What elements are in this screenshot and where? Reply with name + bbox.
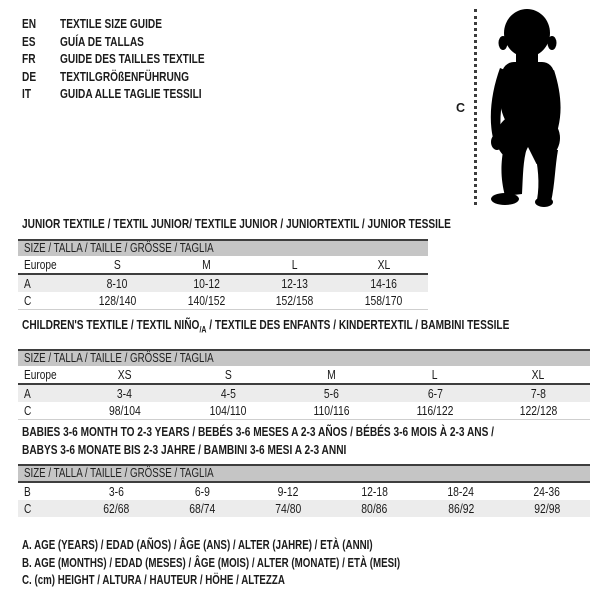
value-text: 62/68 [103, 501, 130, 516]
value-text: 104/110 [209, 403, 247, 418]
size-text: XS [117, 367, 132, 382]
value-cell [339, 275, 428, 292]
value-cell [162, 292, 251, 309]
size-text: L [291, 257, 298, 272]
row-label-text: C [24, 403, 32, 418]
row-label [18, 275, 73, 292]
table-row-height-cm [18, 402, 590, 419]
size-text: XL [531, 367, 545, 382]
language-code [22, 15, 60, 33]
size-text: M [327, 367, 336, 382]
footnote-text: A. AGE (YEARS) / EDAD (AÑOS) / ÂGE (ANS) / ALTER (JAHRE) / ETÀ (ANNI) [22, 538, 373, 552]
table-row-sizes [18, 256, 428, 275]
size-header-bar [18, 241, 428, 256]
value-cell [73, 385, 176, 402]
language-row-es [22, 33, 245, 51]
table-row-height-cm [18, 500, 590, 517]
footnote-text: C. (cm) HEIGHT / ALTURA / HAUTEUR / HÖHE / ALTEZZA [22, 573, 285, 587]
value-cell [73, 292, 162, 309]
table-row-sizes [18, 366, 590, 385]
junior-table-title [22, 216, 572, 231]
value-text: 80/86 [361, 501, 388, 516]
value-cell [73, 275, 162, 292]
value-text: 74/80 [275, 501, 302, 516]
value-text: 86/92 [447, 501, 474, 516]
value-cell [487, 402, 590, 419]
size-cell [162, 256, 251, 273]
babies-title-line1: BABIES 3-6 MONTH TO 2-3 YEARS / BEBÉS 3-6 MESES A 2-3 AÑOS / BÉBÉS 3-6 MOIS À 2-3 ANS / [22, 424, 494, 439]
value-text: 5-6 [323, 386, 340, 401]
language-row-fr [22, 50, 245, 68]
child-silhouette-icon [482, 8, 578, 207]
footnote-age-years [22, 537, 507, 555]
table-row-age-years [18, 385, 590, 402]
language-code-text: FR [22, 51, 36, 66]
value-cell [383, 402, 486, 419]
babies-size-table [18, 464, 590, 517]
value-cell [504, 500, 590, 517]
region-cell [18, 366, 73, 383]
value-cell [73, 483, 159, 500]
value-text: 110/116 [313, 403, 350, 418]
language-label: TEXTILGRÖßENFÜHRUNG [60, 68, 190, 84]
footnote-age-months [22, 555, 507, 573]
size-text: XL [377, 257, 390, 272]
value-text: 24-36 [533, 484, 561, 499]
value-text: 18-24 [447, 484, 475, 499]
value-cell [251, 275, 340, 292]
value-cell [73, 402, 176, 419]
row-label-text: C [24, 293, 32, 308]
language-row-en [22, 15, 245, 33]
size-text: S [224, 367, 232, 382]
value-text: 9-12 [278, 484, 299, 499]
row-label-text: C [24, 501, 32, 516]
dotted-height-line [474, 9, 477, 205]
value-cell [332, 500, 418, 517]
size-cell [383, 366, 486, 383]
language-code [22, 50, 60, 68]
row-label [18, 292, 73, 309]
row-label-text: B [24, 484, 31, 499]
language-guide-list [22, 15, 245, 103]
value-cell [504, 483, 590, 500]
value-text: 116/122 [416, 403, 454, 418]
value-text: 6-7 [427, 386, 443, 401]
value-text: 158/170 [364, 293, 403, 308]
value-text: 122/128 [519, 403, 558, 418]
language-code-text: EN [22, 16, 37, 31]
value-text: 3-4 [117, 386, 133, 401]
value-text: 92/98 [533, 501, 560, 516]
size-header-bar [18, 466, 590, 483]
height-measure-label: C [456, 101, 466, 115]
title-subscript: /A [199, 324, 207, 335]
table-row-height-cm [18, 292, 428, 309]
value-cell [418, 500, 504, 517]
value-text: 12-13 [281, 276, 309, 291]
size-cell [339, 256, 428, 273]
value-text: 8-10 [106, 276, 128, 291]
title-pre: CHILDREN'S TEXTILE / TEXTIL NIÑO [22, 317, 200, 332]
table-row-age-months [18, 483, 590, 500]
row-label [18, 483, 73, 500]
size-cell [280, 366, 383, 383]
babies-table-title [22, 423, 600, 458]
junior-table-title-text: JUNIOR TEXTILE / TEXTIL JUNIOR/ TEXTILE JUNIOR / JUNIORTEXTIL / JUNIOR TESSILE [22, 216, 451, 231]
value-cell [245, 500, 331, 517]
value-cell [159, 500, 245, 517]
value-cell [176, 402, 279, 419]
language-code-text: DE [22, 68, 37, 84]
value-cell [383, 385, 486, 402]
row-label-text: A [24, 276, 31, 291]
language-code [22, 33, 60, 51]
size-text: S [113, 257, 121, 272]
size-cell [73, 366, 176, 383]
language-label: TEXTILE SIZE GUIDE [60, 16, 162, 31]
value-cell [73, 500, 159, 517]
size-cell [487, 366, 590, 383]
value-cell [251, 292, 340, 309]
region-cell [18, 256, 73, 273]
language-label: GUIDA ALLE TAGLIE TESSILI [60, 86, 202, 101]
table-row-age-years [18, 275, 428, 292]
language-code [22, 68, 60, 86]
row-label [18, 500, 73, 517]
region-text: Europe [24, 257, 57, 272]
size-cell [176, 366, 279, 383]
language-row-it [22, 85, 245, 103]
value-cell [176, 385, 279, 402]
language-code [22, 85, 60, 103]
value-text: 14-16 [370, 276, 397, 291]
size-header-text: SIZE / TALLA / TAILLE / GRÖSSE / TAGLIA [24, 351, 214, 365]
value-text: 12-18 [361, 484, 388, 499]
language-label: GUÍA DE TALLAS [60, 33, 144, 49]
value-text: 152/158 [276, 293, 314, 308]
value-text: 4-5 [220, 386, 236, 401]
language-code-text: ES [22, 33, 36, 49]
value-text: 6-9 [194, 484, 210, 499]
babies-title-line2: BABYS 3-6 MONATE BIS 2-3 JAHRE / BAMBINI 3-6 MESI A 2-3 ANNI [22, 441, 347, 457]
row-label [18, 402, 73, 419]
language-code-text: IT [22, 86, 32, 101]
value-cell [418, 483, 504, 500]
footnotes-legend [22, 537, 507, 590]
value-text: 98/104 [108, 403, 141, 418]
value-cell [332, 483, 418, 500]
value-text: 68/74 [189, 501, 216, 516]
value-text: 3-6 [108, 484, 124, 499]
size-header-text: SIZE / TALLA / TAILLE / GRÖSSE / TAGLIA [24, 241, 214, 255]
footnote-height [22, 572, 507, 590]
value-cell [280, 385, 383, 402]
size-text: L [432, 367, 438, 382]
children-table-title-text [22, 317, 509, 335]
size-header-bar [18, 351, 590, 366]
size-header-text: SIZE / TALLA / TAILLE / GRÖSSE / TAGLIA [24, 466, 214, 480]
value-cell [245, 483, 331, 500]
language-row-de [22, 68, 245, 86]
region-text: Europe [24, 367, 57, 382]
children-table-title [22, 317, 600, 335]
value-cell [339, 292, 428, 309]
value-cell [487, 385, 590, 402]
value-cell [159, 483, 245, 500]
size-cell [251, 256, 340, 273]
row-label-text: A [24, 386, 31, 401]
size-text: M [201, 257, 211, 272]
value-text: 10-12 [192, 276, 220, 291]
footnote-text: B. AGE (MONTHS) / EDAD (MESES) / ÂGE (MOIS) / ALTER (MONATE) / ETÀ (MESI) [22, 555, 401, 570]
value-text: 7-8 [530, 386, 546, 401]
value-text: 128/140 [98, 293, 137, 308]
value-cell [280, 402, 383, 419]
children-size-table [18, 349, 590, 420]
value-cell [162, 275, 251, 292]
row-label [18, 385, 73, 402]
language-label: GUIDE DES TAILLES TEXTILE [60, 51, 205, 66]
value-text: 140/152 [187, 293, 225, 308]
junior-size-table [18, 239, 428, 310]
size-cell [73, 256, 162, 273]
title-post: / TEXTILE DES ENFANTS / KINDERTEXTIL / BAMBINI TESSILE [206, 317, 510, 332]
